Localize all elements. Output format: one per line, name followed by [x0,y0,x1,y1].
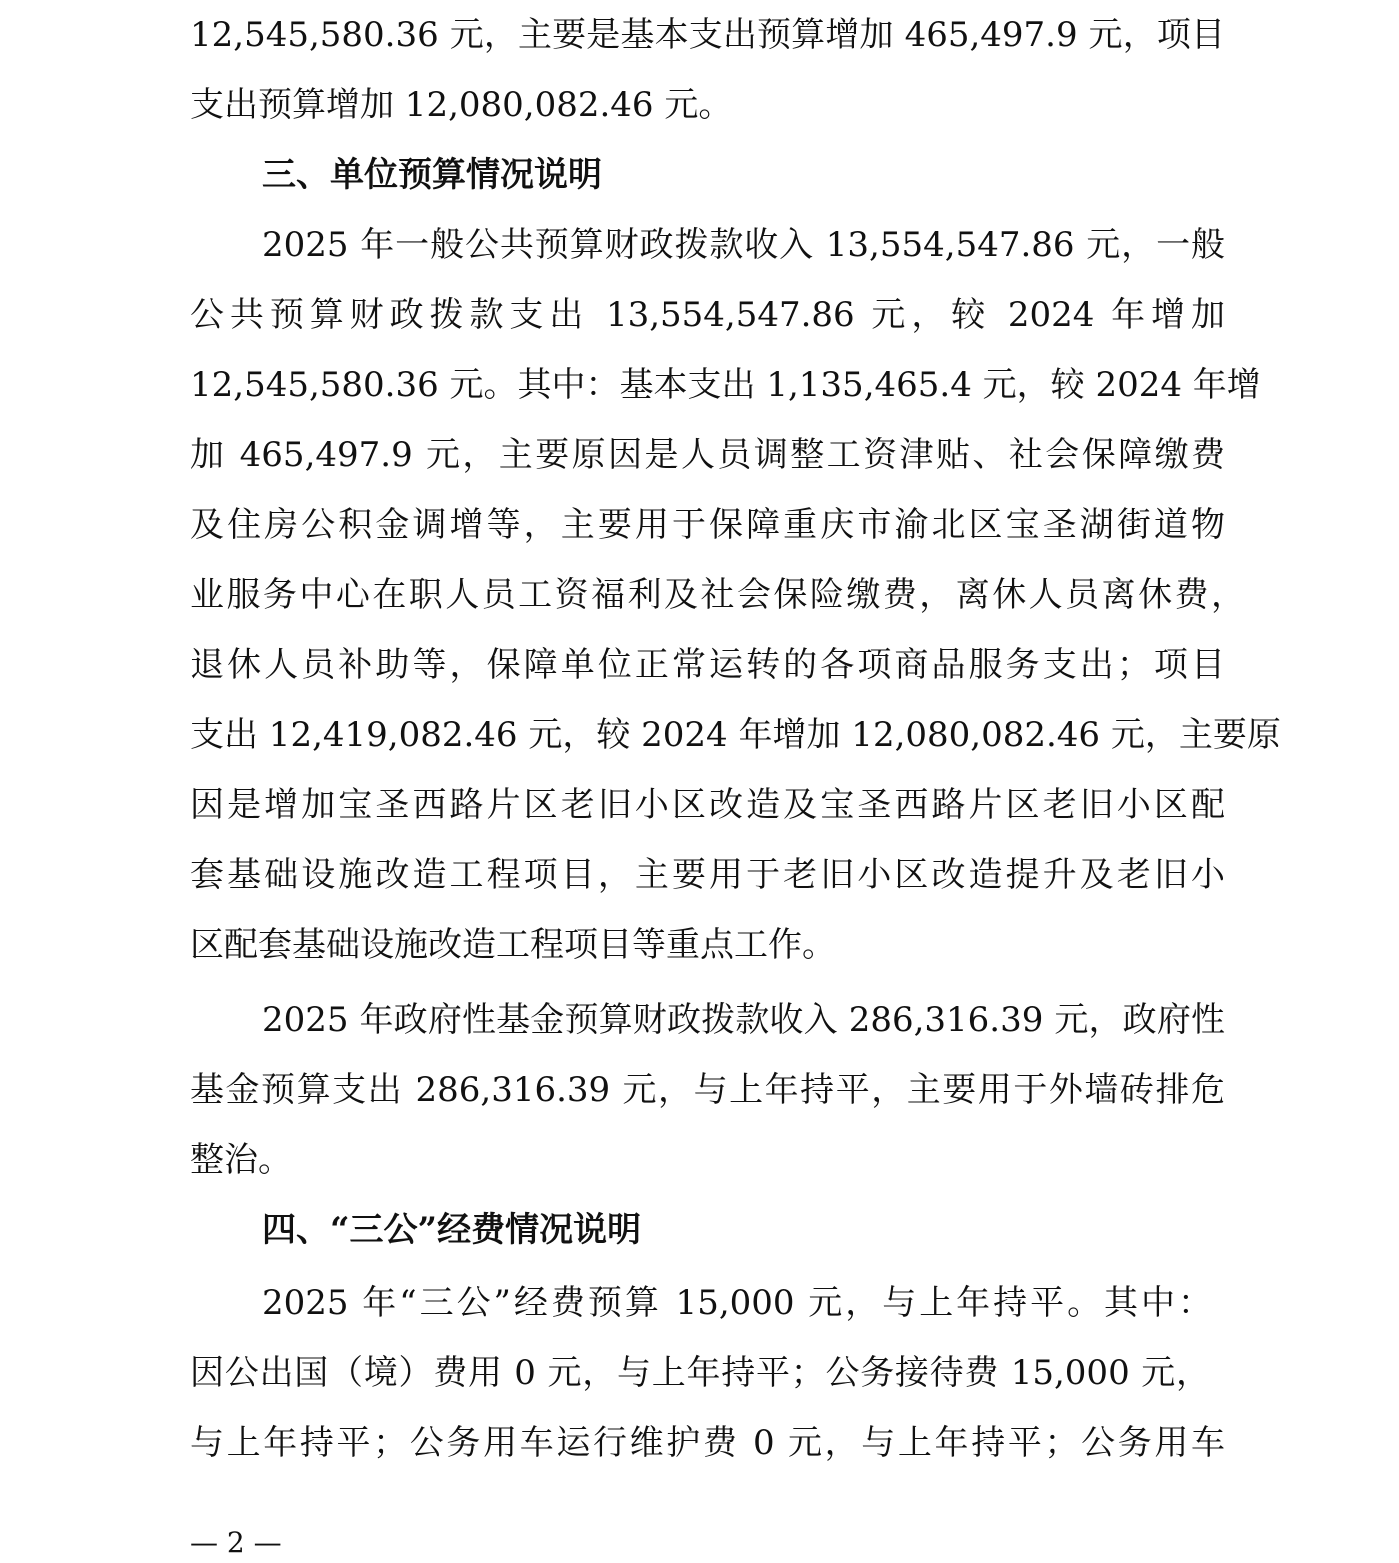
page-number: — 2 — [190,1526,282,1559]
section-heading-unit-budget: 三、单位预算情况说明 [262,155,602,195]
paragraph-line: 2025 年政府性基金预算财政拨款收入 286,316.39 元，政府性 [262,1000,1225,1040]
paragraph-line: 区配套基础设施改造工程项目等重点工作。 [190,925,836,965]
paragraph-line: 因公出国（境）费用 0 元，与上年持平；公务接待费 15,000 元， [190,1353,1210,1393]
paragraph-line: 12,545,580.36 元，主要是基本支出预算增加 465,497.9 元，项目 [190,15,1225,55]
paragraph-line: 及住房公积金调增等，主要用于保障重庆市渝北区宝圣湖街道物 [190,505,1225,545]
paragraph-line: 基金预算支出 286,316.39 元，与上年持平，主要用于外墙砖排危 [190,1070,1225,1110]
paragraph-line: 支出预算增加 12,080,082.46 元。 [190,85,733,125]
paragraph-line: 公共预算财政拨款支出 13,554,547.86 元，较 2024 年增加 [190,295,1225,335]
paragraph-line: 与上年持平；公务用车运行维护费 0 元，与上年持平；公务用车 [190,1423,1225,1463]
section-heading-three-public-expenses: 四、“三公”经费情况说明 [262,1210,642,1250]
paragraph-line: 整治。 [190,1140,292,1180]
paragraph-line: 套基础设施改造工程项目，主要用于老旧小区改造提升及老旧小 [190,855,1225,895]
paragraph-line: 支出 12,419,082.46 元，较 2024 年增加 12,080,082.46 元，主要原 [190,715,1281,755]
paragraph-line: 12,545,580.36 元。其中：基本支出 1,135,465.4 元，较 2024 年增 [190,365,1261,405]
paragraph-line: 业服务中心在职人员工资福利及社会保险缴费，离休人员离休费， [190,575,1245,615]
paragraph-line: 2025 年“三公”经费预算 15,000 元，与上年持平。其中： [262,1283,1212,1323]
paragraph-line: 退休人员补助等，保障单位正常运转的各项商品服务支出；项目 [190,645,1225,685]
paragraph-line: 加 465,497.9 元，主要原因是人员调整工资津贴、社会保障缴费 [190,435,1225,475]
paragraph-line: 2025 年一般公共预算财政拨款收入 13,554,547.86 元，一般 [262,225,1225,265]
paragraph-line: 因是增加宝圣西路片区老旧小区改造及宝圣西路片区老旧小区配 [190,785,1225,825]
